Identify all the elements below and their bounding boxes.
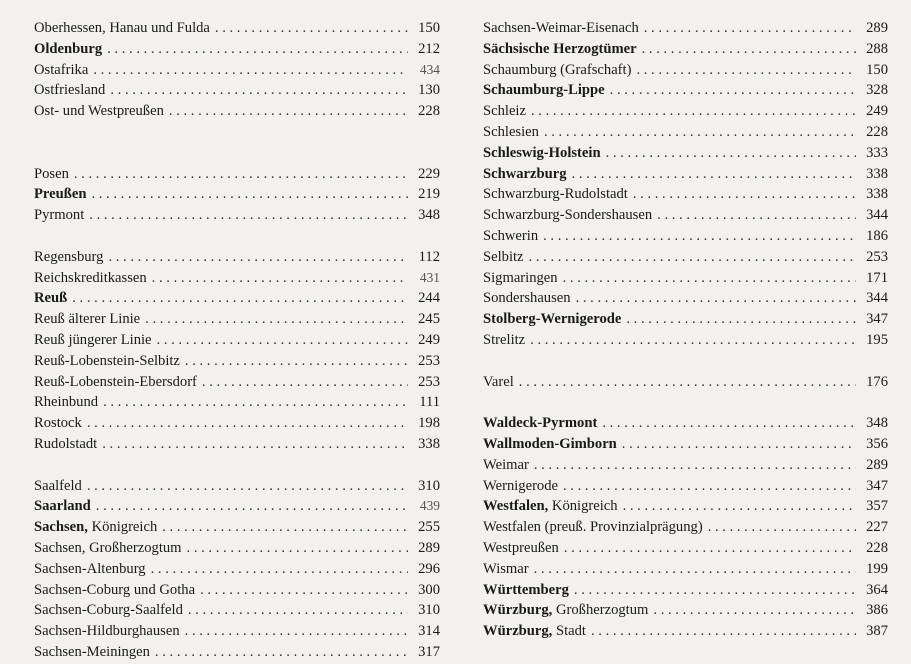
entry-name	[34, 39, 102, 60]
leader-dots	[185, 351, 408, 372]
page-number: 289	[418, 539, 440, 556]
page-number: 338	[418, 435, 440, 452]
page-number: 344	[866, 290, 888, 307]
index-entry	[34, 580, 440, 601]
index-entry	[483, 538, 888, 559]
index-entry	[483, 101, 888, 122]
page-number: 111	[419, 394, 440, 411]
entry-name-regular: Schwarzburg-Sondershausen	[483, 207, 653, 224]
index-entry	[34, 39, 440, 60]
entry-name-regular: Weimar	[483, 456, 529, 473]
page-number: 245	[418, 311, 440, 328]
entry-name-bold: Württemberg	[483, 581, 569, 598]
entry-name	[34, 559, 146, 580]
entry-name	[483, 372, 514, 393]
index-entry	[483, 434, 888, 455]
entry-name-regular: Westfalen (preuß. Provinzialprägung)	[483, 519, 703, 536]
leader-dots	[152, 268, 408, 289]
page-number: 348	[866, 415, 888, 432]
entry-name	[483, 39, 637, 60]
index-entry	[483, 122, 888, 143]
index-entry	[483, 39, 888, 60]
page-number: 338	[866, 165, 888, 182]
leader-dots	[653, 600, 856, 621]
leader-dots	[74, 164, 408, 185]
leader-dots	[188, 600, 408, 621]
leader-dots	[610, 80, 856, 101]
entry-name	[483, 330, 525, 351]
leader-dots	[91, 184, 408, 205]
leader-dots	[529, 247, 856, 268]
leader-dots	[642, 39, 856, 60]
index-entry	[483, 143, 888, 164]
index-entry	[34, 184, 440, 205]
index-entry	[483, 60, 888, 81]
entry-name-regular: Sachsen, Großherzogtum	[34, 539, 182, 556]
index-entry	[34, 517, 440, 538]
leader-dots	[576, 288, 856, 309]
leader-dots	[108, 247, 408, 268]
page-number: 253	[418, 373, 440, 390]
entry-name-regular: Sachsen-Coburg und Gotha	[34, 581, 196, 598]
entry-name	[483, 476, 558, 497]
section-gap	[34, 143, 440, 164]
index-entry	[483, 372, 888, 393]
page-number: 150	[418, 20, 440, 36]
entry-name	[483, 559, 529, 580]
page-number: 317	[418, 643, 440, 660]
leader-dots	[543, 226, 856, 247]
entry-name-regular: Reuß älterer Linie	[34, 311, 141, 328]
entry-name	[483, 60, 631, 81]
index-entry	[34, 288, 440, 309]
index-entry	[483, 330, 888, 351]
page-number: 333	[866, 144, 888, 161]
entry-name	[34, 496, 91, 517]
index-entry	[483, 476, 888, 497]
index-entry	[34, 600, 440, 621]
index-entry	[34, 413, 440, 434]
page-number: 310	[418, 477, 440, 494]
entry-name	[34, 288, 67, 309]
entry-name	[483, 434, 617, 455]
page-number: 229	[418, 165, 440, 182]
entry-name-regular: Regensburg	[34, 248, 104, 265]
section-gap	[34, 226, 440, 247]
page-number: 195	[866, 331, 888, 348]
entry-name-bold: Wallmoden-Gimborn	[483, 435, 617, 452]
page-number: 198	[418, 415, 440, 432]
leader-dots	[93, 60, 408, 81]
section-gap	[34, 455, 440, 476]
entry-name-regular: Ostafrika	[34, 61, 89, 78]
page-number: 253	[866, 248, 888, 265]
page-number: 364	[866, 581, 888, 598]
leader-dots	[623, 496, 856, 517]
entry-name	[34, 330, 152, 351]
entry-name	[34, 621, 180, 642]
index-entry	[483, 621, 888, 642]
index-entry	[483, 455, 888, 476]
page-number: 347	[866, 311, 888, 328]
entry-name-regular: Schleiz	[483, 103, 526, 120]
index-entry	[483, 413, 888, 434]
entry-name	[34, 247, 103, 268]
index-entry	[34, 642, 440, 663]
entry-name-bold: Westfalen,	[483, 498, 549, 515]
entry-name-bold: Stolberg-Wernigerode	[483, 311, 622, 328]
index-entry	[483, 80, 888, 101]
entry-name-bold: Schleswig-Holstein	[483, 144, 601, 161]
index-entry	[483, 580, 888, 601]
entry-name	[483, 101, 526, 122]
leader-dots	[574, 580, 856, 601]
page-number: 219	[418, 186, 440, 203]
index-entry	[34, 18, 440, 39]
entry-name	[483, 122, 539, 143]
entry-name	[34, 205, 84, 226]
leader-dots	[187, 538, 408, 559]
section-gap	[483, 392, 888, 413]
entry-name	[483, 80, 605, 101]
entry-name-bold: Sächsische Herzogtümer	[483, 40, 637, 57]
entry-name-regular: Schlesien	[483, 123, 539, 140]
leader-dots	[96, 496, 408, 517]
leader-dots	[155, 642, 408, 663]
entry-name-regular: Oberhessen, Hanau und Fulda	[34, 20, 210, 36]
entry-name-regular: Sachsen-Hildburghausen	[34, 623, 180, 640]
leader-dots	[200, 580, 408, 601]
page-number: 228	[866, 539, 888, 556]
leader-dots	[657, 205, 856, 226]
index-entry	[483, 559, 888, 580]
entry-name	[34, 184, 86, 205]
entry-name-regular: Ostfriesland	[34, 82, 106, 99]
page-number: 314	[418, 623, 440, 640]
entry-name-bold: Preußen	[34, 186, 87, 203]
index-entry	[34, 247, 440, 268]
entry-name-regular: Reuß-Lobenstein-Ebersdorf	[34, 373, 197, 390]
entry-name	[483, 205, 652, 226]
leader-dots	[110, 80, 408, 101]
entry-name-bold: Reuß	[34, 290, 68, 307]
entry-name-bold: Saarland	[34, 498, 91, 515]
leader-dots	[519, 372, 856, 393]
index-entry	[483, 268, 888, 289]
entry-name	[483, 517, 703, 538]
index-entry	[483, 226, 888, 247]
entry-name-bold: Oldenburg	[34, 40, 103, 57]
section-gap	[483, 351, 888, 372]
leader-dots	[530, 330, 856, 351]
entry-name	[483, 268, 558, 289]
leader-dots	[534, 455, 856, 476]
page-number: 289	[866, 20, 888, 36]
entry-name	[34, 372, 197, 393]
leader-dots	[633, 184, 856, 205]
index-entry	[34, 351, 440, 372]
index-entry	[34, 434, 440, 455]
page-number: 255	[418, 519, 440, 536]
page-number: 227	[866, 519, 888, 536]
entry-name	[483, 164, 567, 185]
page-number: 300	[418, 581, 440, 598]
entry-name	[483, 621, 586, 642]
leader-dots	[563, 268, 856, 289]
leader-dots	[107, 39, 408, 60]
entry-name-bold: Sachsen,	[34, 519, 88, 536]
entry-name	[483, 600, 648, 621]
leader-dots	[102, 434, 408, 455]
leader-dots	[622, 434, 856, 455]
index-entry	[34, 538, 440, 559]
page-number: 387	[866, 623, 888, 640]
leader-dots	[531, 101, 856, 122]
index-entry	[34, 392, 440, 413]
page-number: 338	[866, 186, 888, 203]
leader-dots	[157, 330, 408, 351]
index-entry	[34, 60, 440, 81]
index-column-right	[483, 18, 888, 642]
leader-dots	[145, 309, 408, 330]
entry-name-regular: Selbitz	[483, 248, 524, 265]
index-entry	[483, 309, 888, 330]
page-number: 112	[418, 248, 440, 265]
entry-name	[483, 247, 524, 268]
leader-dots	[72, 288, 408, 309]
leader-dots	[602, 413, 856, 434]
leader-dots	[215, 18, 408, 39]
page-number: 386	[866, 602, 888, 619]
page-number: 176	[866, 373, 888, 390]
entry-name-regular: Rheinbund	[34, 394, 99, 411]
page-number: 431	[419, 269, 440, 285]
index-entry	[34, 476, 440, 497]
index-entry	[483, 205, 888, 226]
entry-name-regular: Varel	[483, 373, 514, 390]
index-entry	[34, 496, 440, 517]
entry-name-regular: Posen	[34, 165, 69, 182]
leader-dots	[572, 164, 856, 185]
entry-name-regular: Sachsen-Meiningen	[34, 643, 150, 660]
page-number: 328	[866, 82, 888, 99]
entry-name	[483, 413, 597, 434]
entry-name	[483, 288, 571, 309]
leader-dots	[563, 476, 856, 497]
entry-name	[34, 434, 97, 455]
leader-dots	[87, 413, 408, 434]
index-entry	[483, 288, 888, 309]
page-number: 150	[866, 61, 888, 78]
page-number: 357	[866, 498, 888, 515]
page-number: 228	[866, 123, 888, 140]
entry-name	[483, 184, 628, 205]
entry-name-regular: Ost- und Westpreußen	[34, 103, 164, 120]
entry-name	[34, 268, 147, 289]
entry-name	[34, 60, 88, 81]
entry-name-regular: Königreich	[548, 498, 618, 515]
entry-name-bold: Würzburg,	[483, 623, 553, 640]
index-entry	[483, 600, 888, 621]
page-number: 344	[866, 207, 888, 224]
entry-name-regular: Schaumburg (Grafschaft)	[483, 61, 632, 78]
entry-name-regular: Rostock	[34, 415, 82, 432]
entry-name	[483, 309, 621, 330]
entry-name	[34, 642, 150, 663]
page-number: 212	[418, 40, 440, 57]
entry-name-bold: Würzburg,	[483, 602, 553, 619]
leader-dots	[185, 621, 408, 642]
index-entry	[34, 164, 440, 185]
leader-dots	[564, 538, 856, 559]
index-entry	[34, 372, 440, 393]
leader-dots	[626, 309, 856, 330]
entry-name-regular: Wernigerode	[483, 477, 558, 494]
entry-name-regular: Stadt	[552, 623, 586, 640]
index-entry	[483, 247, 888, 268]
page-number: 348	[418, 207, 440, 224]
entry-name	[34, 18, 210, 39]
index-entry	[483, 184, 888, 205]
entry-name	[483, 226, 538, 247]
section-gap	[34, 122, 440, 143]
page-number: 439	[419, 498, 440, 514]
entry-name	[34, 600, 183, 621]
entry-name	[34, 351, 180, 372]
entry-name	[34, 392, 98, 413]
page-number: 249	[866, 103, 888, 120]
entry-name-regular: Schwarzburg-Rudolstadt	[483, 186, 628, 203]
index-entry	[483, 18, 888, 39]
entry-name-regular: Reichskreditkassen	[34, 269, 147, 286]
entry-name-regular: Strelitz	[483, 331, 526, 348]
entry-name	[34, 538, 182, 559]
entry-name	[34, 476, 82, 497]
entry-name	[34, 101, 164, 122]
index-entry	[34, 621, 440, 642]
entry-name	[34, 164, 69, 185]
leader-dots	[534, 559, 856, 580]
entry-name-regular: Saalfeld	[34, 477, 82, 494]
entry-name-bold: Schaumburg-Lippe	[483, 82, 605, 99]
entry-name	[483, 580, 569, 601]
entry-name-regular: Westpreußen	[483, 539, 559, 556]
entry-name-regular: Sachsen-Altenburg	[34, 560, 146, 577]
index-entry	[483, 164, 888, 185]
leader-dots	[202, 372, 408, 393]
page-number: 171	[866, 269, 888, 286]
entry-name	[483, 496, 618, 517]
page-number: 130	[418, 82, 440, 99]
index-entry	[483, 496, 888, 517]
entry-name	[483, 455, 529, 476]
index-entry	[34, 101, 440, 122]
index-entry	[34, 330, 440, 351]
page-number: 289	[866, 456, 888, 473]
page-number: 347	[866, 477, 888, 494]
page-number: 253	[418, 352, 440, 369]
entry-name	[483, 538, 559, 559]
entry-name-regular: Reuß-Lobenstein-Selbitz	[34, 352, 180, 369]
entry-name	[34, 517, 157, 538]
page-number: 186	[866, 227, 888, 244]
page-number: 249	[418, 331, 440, 348]
entry-name-regular: Schwerin	[483, 227, 539, 244]
entry-name-bold: Schwarzburg	[483, 165, 567, 182]
entry-name-bold: Waldeck-Pyrmont	[483, 415, 598, 432]
page-number: 296	[418, 560, 440, 577]
entry-name-regular: Reuß jüngerer Linie	[34, 331, 152, 348]
leader-dots	[162, 517, 408, 538]
entry-name-regular: Wismar	[483, 560, 529, 577]
leader-dots	[103, 392, 408, 413]
page-number: 244	[418, 290, 440, 307]
page-number: 288	[866, 40, 888, 57]
entry-name-regular: Pyrmont	[34, 207, 85, 224]
entry-name-regular: Rudolstadt	[34, 435, 98, 452]
leader-dots	[591, 621, 856, 642]
index-entry	[34, 309, 440, 330]
entry-name-regular: Sigmaringen	[483, 269, 558, 286]
page-number: 310	[418, 602, 440, 619]
page-number: 434	[419, 61, 440, 77]
leader-dots	[544, 122, 856, 143]
index-entry	[483, 517, 888, 538]
index-entry	[34, 80, 440, 101]
leader-dots	[87, 476, 408, 497]
entry-name	[34, 80, 105, 101]
index-entry	[34, 559, 440, 580]
leader-dots	[644, 18, 856, 39]
page-number: 199	[866, 560, 888, 577]
entry-name-regular: Sondershausen	[483, 290, 571, 307]
entry-name-regular: Sachsen-Coburg-Saalfeld	[34, 602, 183, 619]
leader-dots	[151, 559, 408, 580]
entry-name	[483, 143, 601, 164]
index-entry	[34, 205, 440, 226]
entry-name-regular: Sachsen-Weimar-Eisenach	[483, 20, 639, 36]
page-number: 356	[866, 435, 888, 452]
entry-name-regular: Großherzogtum	[552, 602, 649, 619]
entry-name	[34, 309, 140, 330]
index-column-left	[34, 18, 440, 663]
leader-dots	[89, 205, 408, 226]
leader-dots	[606, 143, 856, 164]
leader-dots	[169, 101, 408, 122]
index-entry	[34, 268, 440, 289]
leader-dots	[708, 517, 856, 538]
entry-name	[483, 18, 639, 39]
entry-name-regular: Königreich	[87, 519, 158, 536]
entry-name	[34, 413, 82, 434]
page-number: 228	[418, 103, 440, 120]
entry-name	[34, 580, 195, 601]
leader-dots	[636, 60, 856, 81]
